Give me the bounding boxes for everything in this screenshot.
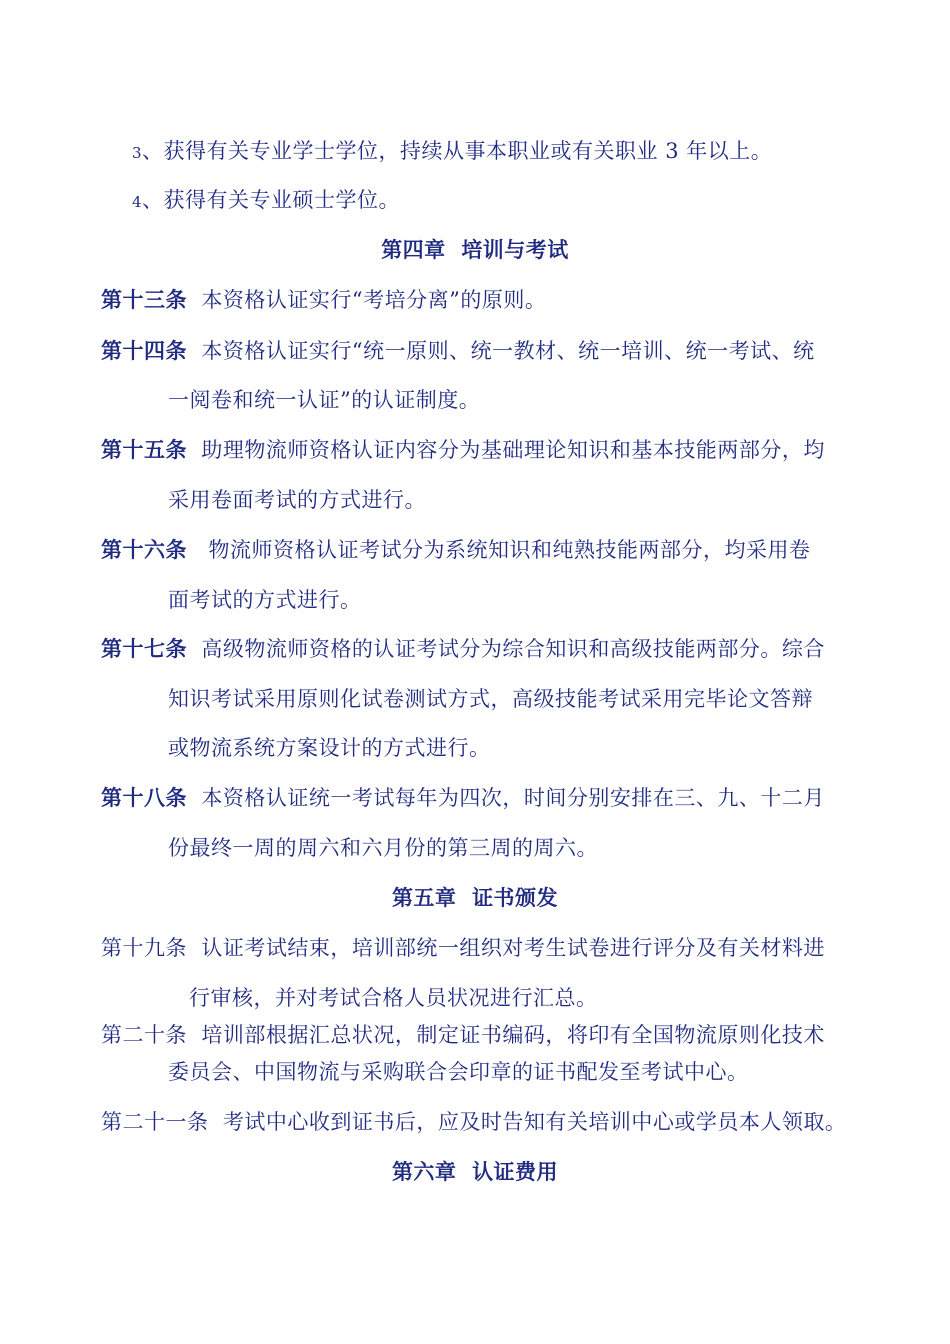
- article-15-continuation: [168, 486, 426, 514]
- article-15: [101, 436, 825, 464]
- chapter-number: 第四章: [381, 237, 446, 262]
- article-text: 份最终一周的周六和六月份的第三周的周六。: [168, 836, 598, 860]
- chapter-title: 培训与考试: [461, 237, 569, 262]
- article-21: [101, 1108, 846, 1136]
- article-text: 助理物流师资格认证内容分为基础理论知识和基本技能两部分，均: [201, 438, 825, 462]
- chapter-number: 第五章: [391, 885, 457, 910]
- article-text: 采用卷面考试的方式进行。: [168, 488, 426, 512]
- chapter-number: 第六章: [391, 1159, 457, 1184]
- item-number: 3: [132, 144, 143, 162]
- article-16-continuation: [168, 586, 362, 614]
- article-text: 委员会、中国物流与采购联合会印章的证书配发至考试中心。: [168, 1060, 749, 1084]
- list-item: [132, 137, 772, 167]
- article-label: 第十六条: [101, 537, 187, 562]
- chapter-heading: [0, 1158, 950, 1186]
- item-text: 、获得有关专业硕士学位。: [142, 188, 401, 212]
- article-label: 第十七条: [101, 636, 187, 661]
- article-text: 培训部根据汇总状况，制定证书编码，将印有全国物流原则化技术: [201, 1023, 825, 1047]
- article-text: 本资格认证实行“统一原则、统一教材、统一培训、统一考试、统: [201, 339, 815, 363]
- article-18: [101, 784, 825, 812]
- article-17: [101, 635, 825, 663]
- article-text: 一阅卷和统一认证”的认证制度。: [168, 388, 481, 412]
- chapter-heading: [0, 236, 950, 264]
- article-20-continuation: [168, 1058, 749, 1086]
- article-text: 考试中心收到证书后，应及时告知有关培训中心或学员本人领取。: [222, 1110, 847, 1134]
- article-label: 第十三条: [101, 287, 187, 312]
- article-text: 本资格认证统一考试每年为四次，时间分别安排在三、九、十二月: [201, 786, 825, 810]
- article-label: 第二十一条: [101, 1110, 209, 1134]
- article-text: 或物流系统方案设计的方式进行。: [168, 736, 491, 760]
- article-text: 物流师资格认证考试分为系统知识和纯熟技能两部分，均采用卷: [208, 538, 811, 562]
- article-17-continuation: [168, 685, 813, 713]
- list-item: [132, 186, 400, 216]
- article-19: [101, 934, 825, 962]
- article-text: 行审核，并对考试合格人员状况进行汇总。: [189, 986, 598, 1010]
- article-label: 第十九条: [101, 936, 187, 960]
- article-14-continuation: [168, 386, 480, 414]
- item-text: 、获得有关专业学士学位，持续从事本职业或有关职业 3 年以上。: [142, 139, 773, 163]
- item-number: 4: [132, 193, 143, 211]
- article-label: 第十四条: [101, 338, 187, 363]
- article-text: 知识考试采用原则化试卷测试方式，高级技能考试采用完毕论文答辩: [168, 687, 813, 711]
- article-14: [101, 337, 815, 365]
- article-text: 认证考试结束，培训部统一组织对考生试卷进行评分及有关材料进: [201, 936, 825, 960]
- article-18-continuation: [168, 834, 598, 862]
- article-20: [101, 1021, 825, 1049]
- article-text: 本资格认证实行“考培分离”的原则。: [201, 288, 547, 312]
- article-label: 第十八条: [101, 785, 187, 810]
- article-16: [101, 536, 811, 564]
- article-text: 面考试的方式进行。: [168, 588, 362, 612]
- article-label: 第十五条: [101, 437, 187, 462]
- article-text: 高级物流师资格的认证考试分为综合知识和高级技能两部分。综合: [201, 637, 825, 661]
- article-13: [101, 286, 546, 314]
- chapter-title: 认证费用: [472, 1159, 559, 1184]
- chapter-heading: [0, 884, 950, 912]
- article-label: 第二十条: [101, 1023, 187, 1047]
- article-19-continuation: [189, 984, 598, 1012]
- chapter-title: 证书颁发: [472, 885, 559, 910]
- article-17-continuation: [168, 734, 491, 762]
